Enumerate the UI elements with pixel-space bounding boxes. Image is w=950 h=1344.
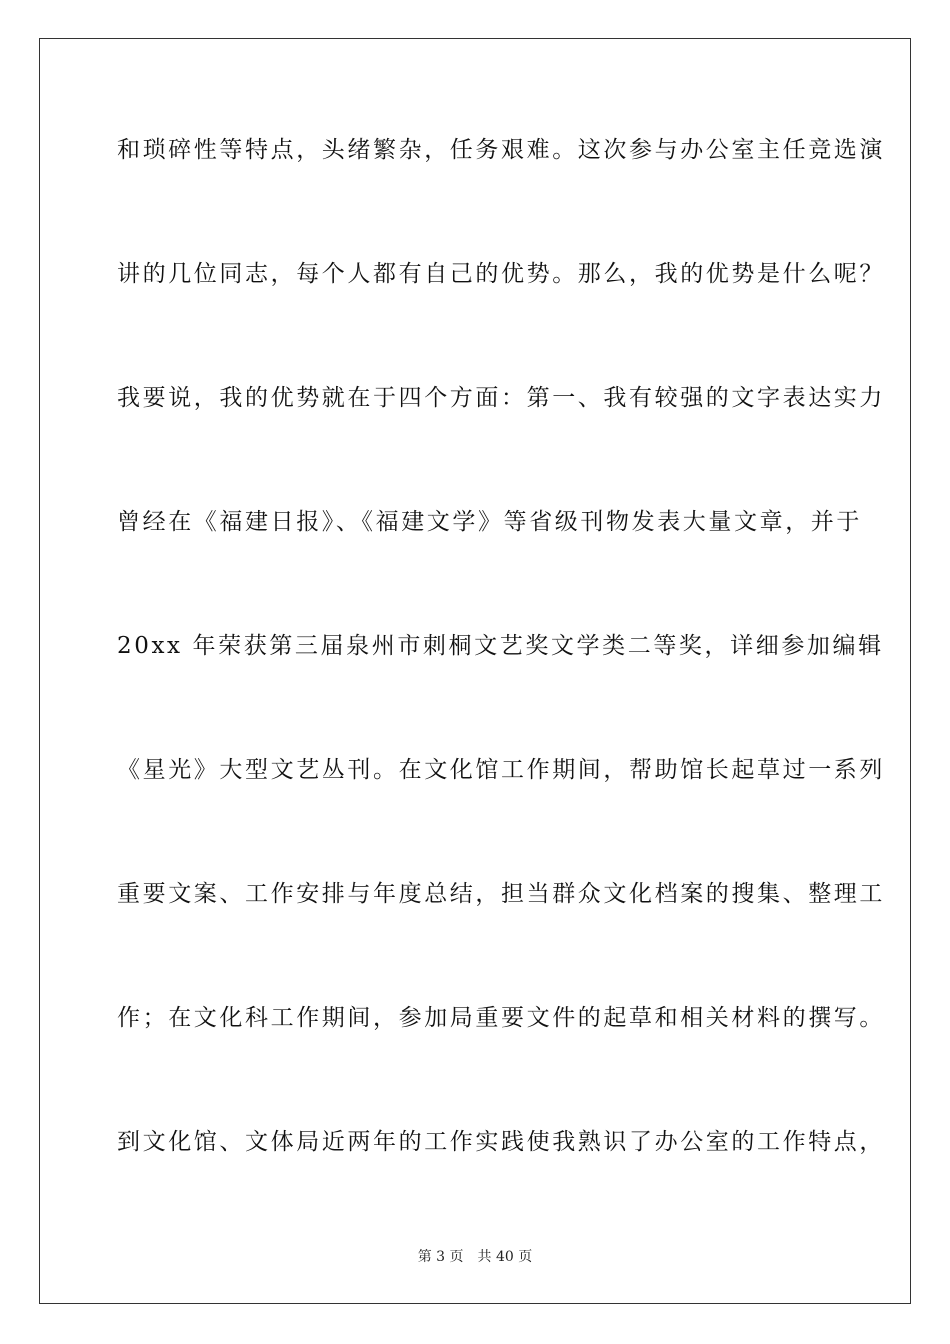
text-line-3: 我要说，我的优势就在于四个方面：第一、我有较强的文字表达实力 xyxy=(117,385,885,411)
text-line-2: 讲的几位同志，每个人都有自己的优势。那么，我的优势是什么呢？ xyxy=(117,261,885,287)
page-footer xyxy=(0,1246,950,1266)
text-line-9: 到文化馆、文体局近两年的工作实践使我熟识了办公室的工作特点， xyxy=(117,1129,885,1155)
text-line-7: 重要文案、工作安排与年度总结，担当群众文化档案的搜集、整理工 xyxy=(117,881,885,907)
text-line-8: 作；在文化科工作期间，参加局重要文件的起草和相关材料的撰写。 xyxy=(117,1005,885,1031)
document-body xyxy=(117,124,885,1240)
text-line-6: 《星光》大型文艺丛刊。在文化馆工作期间，帮助馆长起草过一系列 xyxy=(117,757,885,783)
text-line-4: 曾经在《福建日报》、《福建文学》等省级刊物发表大量文章，并于 xyxy=(117,509,862,535)
page-total: 共 40 页 xyxy=(477,1249,533,1265)
text-line-1: 和琐碎性等特点，头绪繁杂，任务艰难。这次参与办公室主任竞选演 xyxy=(117,137,885,163)
page-number: 第 3 页 xyxy=(417,1249,464,1265)
text-line-5: 20xx 年荣获第三届泉州市刺桐文艺奖文学类二等奖，详细参加编辑 xyxy=(117,633,884,659)
